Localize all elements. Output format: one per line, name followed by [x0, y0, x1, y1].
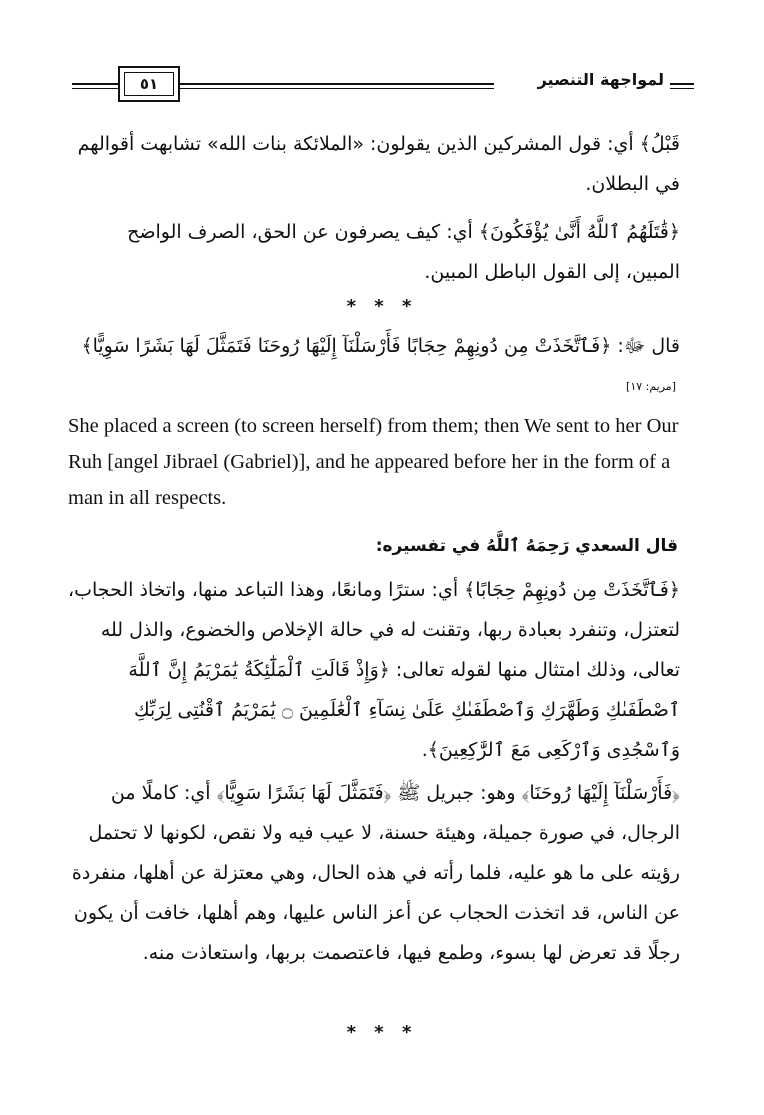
paragraph-1: قَبْلُ﴾ أي: قول المشركين الذين يقولون: «الملائكة بنات الله» تشابهت أقوالهم في البطلان.	[77, 133, 680, 195]
header-rule-middle-bottom	[180, 88, 494, 89]
header-rule-left-top	[72, 83, 118, 85]
running-title: لمواجهة التنصير	[537, 70, 664, 89]
english-translation: She placed a screen (to screen herself) from them; then We sent to her Our Ruh [angel Jibrael (Gabriel)], and he appeared before her in the form of a man in all respects.	[68, 415, 679, 509]
paragraph-tafsir-2: ﴿فَأَرْسَلْنَآ إِلَيْهَا رُوحَنَا﴾ وهو: جبريل ﷺ ﴿فَتَمَثَّلَ لَهَا بَشَرًا سَوِيًّا﴾ أي: كاملًا من الرجال، في صورة جميلة، وهيئة حسنة، لا عيب فيه ولا نقص، لكونها لا تحتمل رؤيته على ما هو عليه، فلما رأته في هذه الحال، وهي معتزلة عن أهلها، منفردة عن الناس، قد اتخذت الحجاب عن أعز الناس عليها، وهم أهلها، خافت أن يكون رجلًا قد تعرض لها بسوء، وطمع فيها، فاعتصمت بربها، واستعاذت منه.	[71, 782, 680, 964]
paragraph-2: ﴿قَٰتَلَهُمُ ٱللَّهُ أَنَّىٰ يُؤْفَكُونَ﴾ أي: كيف يصرفون عن الحق، الصرف الواضح المبين، إلى القول الباطل المبين.	[127, 221, 680, 283]
header-rule-middle-top	[180, 83, 494, 85]
header-rule-right-top	[670, 83, 694, 85]
header-rule-right-bottom	[670, 88, 694, 89]
header-rule-left-bottom	[72, 88, 118, 89]
tafsir-subheading: قال السعدي رَحِمَهُ ٱللَّهُ في تفسيره:	[375, 536, 678, 556]
verse-reference: [مريم: ١٧]	[626, 380, 676, 393]
paragraph-tafsir-1: ﴿فَٱتَّخَذَتْ مِن دُونِهِمْ حِجَابًا﴾ أي: سترًا ومانعًا، وهذا التباعد منها، واتخاذ الحجاب، لتعتزل، وتنفرد بعبادة ربها، وتقنت له في حالة الإخلاص والخضوع، والذل لله تعالى، وذلك امتثال منها لقوله تعالى: ﴿وَإِذْ قَالَتِ ٱلْمَلَٰٓئِكَةُ يَٰمَرْيَمُ إِنَّ ٱللَّهَ ٱصْطَفَىٰكِ وَطَهَّرَكِ وَٱصْطَفَىٰكِ عَلَىٰ نِسَآءِ ٱلْعَٰلَمِينَ ۝ يَٰمَرْيَمُ ٱقْنُتِى لِرَبِّكِ وَٱسْجُدِى وَٱرْكَعِى مَعَ ٱلرَّٰكِعِينَ﴾.	[68, 579, 680, 761]
page-number: ٥١	[124, 72, 174, 96]
section-separator-2: * * *	[346, 1022, 418, 1043]
quran-verse: قال ﷻ: ﴿فَٱتَّخَذَتْ مِن دُونِهِمْ حِجَابًا فَأَرْسَلْنَآ إِلَيْهَا رُوحَنَا فَتَمَثَّلَ لَهَا بَشَرًا سَوِيًّا﴾	[81, 335, 680, 357]
section-separator-1: * * *	[346, 296, 418, 317]
